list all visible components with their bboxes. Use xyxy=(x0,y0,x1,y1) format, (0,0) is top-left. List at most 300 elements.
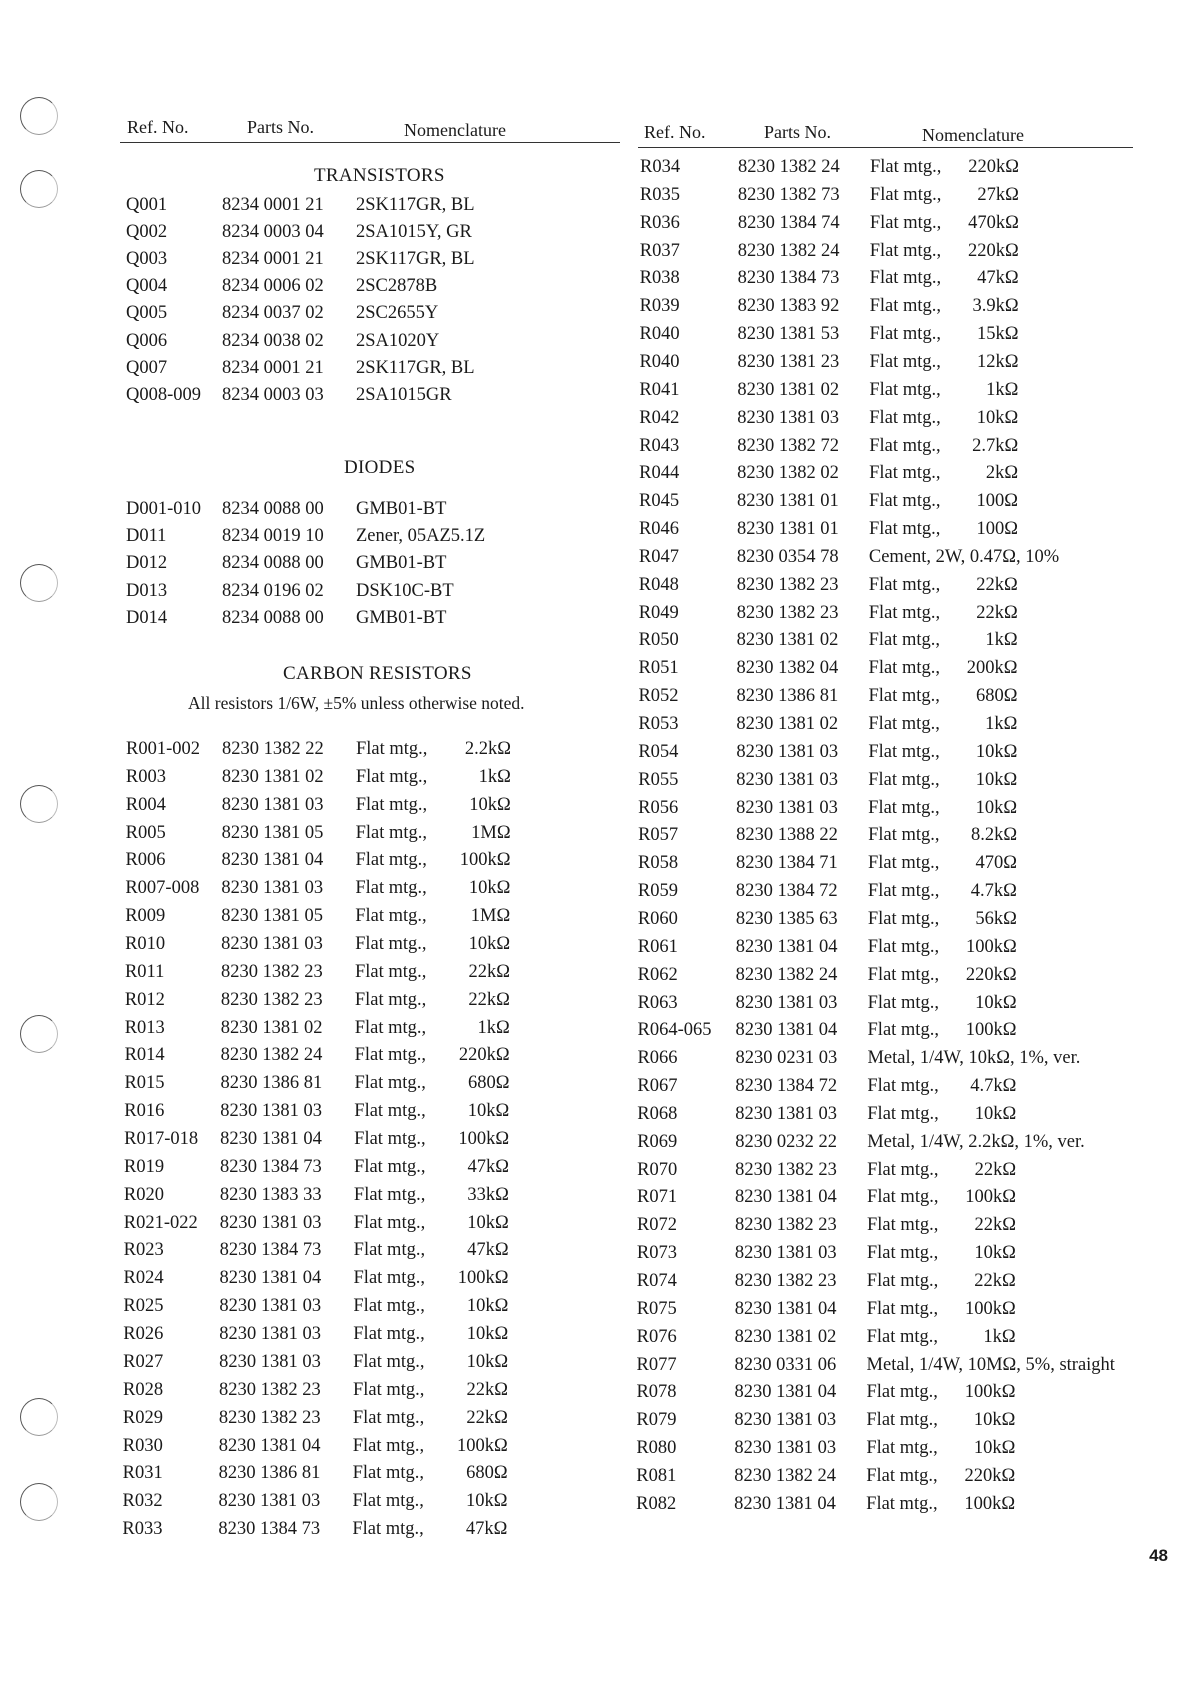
nomenclature-cell: Flat mtg., xyxy=(354,1045,426,1066)
parts-no-cell: 8230 1382 24 xyxy=(734,1465,836,1486)
table-row xyxy=(123,1463,603,1489)
value-cell: 220kΩ xyxy=(968,240,1019,261)
ref-cell: R027 xyxy=(123,1351,164,1372)
ref-cell: R071 xyxy=(637,1187,678,1208)
value-cell: 680Ω xyxy=(467,1073,510,1094)
table-row xyxy=(639,547,1139,573)
ref-cell: R023 xyxy=(123,1240,164,1261)
header-nomenclature: Nomenclature xyxy=(404,120,506,140)
ref-cell: R021-022 xyxy=(123,1212,198,1233)
parts-no-cell: 8230 1388 22 xyxy=(736,825,838,846)
parts-no-cell: 8230 1381 04 xyxy=(735,1020,838,1041)
nomenclature-cell: Flat mtg., xyxy=(869,491,941,512)
nomenclature-cell: GMB01-BT xyxy=(356,553,447,574)
table-row xyxy=(636,1382,1136,1408)
table-row xyxy=(638,909,1138,935)
value-cell: 1MΩ xyxy=(471,822,511,843)
nomenclature-cell: Flat mtg., xyxy=(355,794,428,815)
parts-no-cell: 8230 0354 78 xyxy=(736,546,839,567)
nomenclature-cell: GMB01-BT xyxy=(356,499,447,519)
ref-cell: R034 xyxy=(640,157,681,177)
parts-no-cell: 8230 1382 72 xyxy=(737,435,839,456)
value-cell: 10kΩ xyxy=(467,1212,509,1233)
value-cell: 10kΩ xyxy=(974,1243,1016,1264)
table-row xyxy=(639,658,1139,684)
value-cell: 56kΩ xyxy=(975,908,1017,929)
nomenclature-cell: 2SA1015Y, GR xyxy=(356,222,472,243)
ref-cell: R012 xyxy=(124,989,165,1010)
ref-cell: R025 xyxy=(123,1296,164,1317)
table-row xyxy=(123,1296,603,1322)
value-cell: 27kΩ xyxy=(977,184,1019,205)
table-row xyxy=(640,324,1140,350)
ref-cell: R024 xyxy=(123,1268,164,1289)
ref-cell: R068 xyxy=(637,1103,678,1124)
table-row xyxy=(638,798,1138,824)
parts-no-cell: 8234 0037 02 xyxy=(222,303,324,324)
nomenclature-cell: Flat mtg., xyxy=(352,1463,425,1484)
parts-no-cell: 8230 1381 02 xyxy=(220,1017,323,1038)
ref-cell: R019 xyxy=(124,1156,165,1177)
table-row xyxy=(638,1020,1138,1046)
table-row xyxy=(126,249,606,275)
value-cell: 10kΩ xyxy=(466,1296,509,1317)
table-row xyxy=(640,296,1140,322)
parts-no-cell: 8234 0088 00 xyxy=(222,499,324,519)
parts-no-cell: 8230 1384 73 xyxy=(219,1240,322,1261)
ref-cell: R013 xyxy=(124,1017,165,1038)
nomenclature-cell: Flat mtg., xyxy=(867,1103,939,1124)
value-cell: 100Ω xyxy=(976,519,1018,540)
ref-cell: R015 xyxy=(124,1073,165,1094)
value-cell: 200kΩ xyxy=(966,658,1018,679)
nomenclature-cell: Flat mtg., xyxy=(353,1212,426,1233)
parts-no-cell: 8234 0003 04 xyxy=(222,222,324,243)
ref-cell: R052 xyxy=(638,686,679,707)
table-row xyxy=(124,1213,604,1239)
table-row xyxy=(639,380,1139,406)
parts-no-cell: 8230 1384 72 xyxy=(735,1076,838,1097)
table-row xyxy=(639,463,1139,489)
table-row xyxy=(125,934,605,960)
table-row xyxy=(637,1271,1137,1297)
ref-cell: R057 xyxy=(638,825,679,846)
nomenclature-cell: Flat mtg., xyxy=(867,964,940,985)
ref-cell: R039 xyxy=(639,296,680,317)
ref-cell: Q004 xyxy=(126,276,168,297)
nomenclature-cell: Flat mtg., xyxy=(352,1407,425,1428)
table-row xyxy=(639,408,1139,434)
table-row xyxy=(638,881,1138,907)
ref-cell: R040 xyxy=(639,351,680,372)
ref-cell: R031 xyxy=(122,1463,163,1484)
ref-cell: R005 xyxy=(125,822,166,843)
parts-no-cell: 8230 1381 02 xyxy=(221,766,324,787)
parts-no-cell: 8230 1382 23 xyxy=(736,574,839,595)
value-cell: 100kΩ xyxy=(964,1493,1016,1514)
nomenclature-cell: Flat mtg., xyxy=(866,1493,938,1514)
ref-cell: R063 xyxy=(637,992,678,1013)
nomenclature-cell: Flat mtg., xyxy=(352,1491,424,1512)
nomenclature-cell: Flat mtg., xyxy=(868,602,941,623)
ref-cell: R028 xyxy=(123,1379,164,1400)
parts-no-cell: 8230 1386 81 xyxy=(220,1073,323,1094)
table-row xyxy=(637,1132,1137,1158)
ref-cell: R017-018 xyxy=(124,1129,199,1150)
parts-no-cell: 8234 0196 02 xyxy=(222,580,324,601)
table-row xyxy=(123,1380,603,1406)
parts-no-cell: 8230 1381 03 xyxy=(734,1438,837,1459)
value-cell: 12kΩ xyxy=(976,351,1019,372)
parts-no-cell: 8230 1382 73 xyxy=(737,184,840,205)
table-row xyxy=(124,1185,604,1211)
ref-cell: R037 xyxy=(639,240,680,261)
section-title-transistors: TRANSISTORS xyxy=(314,165,445,186)
value-cell: 22kΩ xyxy=(976,574,1018,595)
value-cell: 10kΩ xyxy=(465,1491,508,1512)
value-cell: 220kΩ xyxy=(964,1465,1016,1486)
parts-no-cell: 8230 1381 04 xyxy=(220,1129,322,1150)
parts-no-cell: 8230 1381 05 xyxy=(221,822,324,843)
table-row xyxy=(639,630,1139,656)
parts-no-cell: 8234 0006 02 xyxy=(222,276,324,297)
ref-cell: R064-065 xyxy=(637,1020,712,1041)
parts-no-cell: 8230 1381 04 xyxy=(734,1493,836,1514)
parts-no-cell: 8230 1382 24 xyxy=(737,240,840,261)
parts-no-cell: 8230 1381 53 xyxy=(737,324,840,345)
value-cell: 220kΩ xyxy=(458,1045,510,1066)
table-row xyxy=(124,1073,604,1099)
ref-cell: R036 xyxy=(639,212,680,233)
binder-hole xyxy=(20,785,58,823)
nomenclature-cell: Flat mtg., xyxy=(353,1268,425,1289)
table-row xyxy=(126,331,606,357)
nomenclature-cell: Flat mtg., xyxy=(354,989,427,1010)
ref-cell: R053 xyxy=(638,714,679,734)
ref-cell: R047 xyxy=(638,546,679,567)
parts-no-cell: 8230 1381 02 xyxy=(737,379,840,400)
parts-no-cell: 8230 1382 23 xyxy=(734,1215,837,1236)
nomenclature-cell: Flat mtg., xyxy=(870,157,942,177)
parts-no-cell: 8230 1382 02 xyxy=(737,463,839,484)
table-row xyxy=(639,352,1139,378)
parts-no-cell: 8230 1381 03 xyxy=(734,1410,837,1431)
ref-cell: R058 xyxy=(638,853,679,874)
parts-no-cell: 8230 1381 04 xyxy=(218,1435,321,1456)
nomenclature-cell: Flat mtg., xyxy=(867,1159,939,1180)
nomenclature-cell: DSK10C-BT xyxy=(356,580,454,601)
value-cell: 2kΩ xyxy=(985,463,1019,484)
ref-cell: R074 xyxy=(636,1271,677,1291)
nomenclature-cell: Flat mtg., xyxy=(352,1519,424,1540)
value-cell: 4.7kΩ xyxy=(970,1076,1017,1097)
table-row xyxy=(126,222,606,248)
ref-cell: R077 xyxy=(636,1354,677,1375)
parts-no-cell: 8230 1381 04 xyxy=(735,1187,837,1208)
value-cell: 2.2kΩ xyxy=(464,739,511,759)
value-cell: 10kΩ xyxy=(469,794,511,815)
parts-no-cell: 8230 1382 24 xyxy=(735,964,838,985)
parts-no-cell: 8230 1381 03 xyxy=(221,878,324,899)
ref-cell: R059 xyxy=(637,881,678,902)
parts-no-cell: 8230 1381 03 xyxy=(219,1351,321,1372)
nomenclature-cell: Flat mtg., xyxy=(869,296,942,317)
nomenclature-cell: 2SC2655Y xyxy=(356,303,439,324)
nomenclature-cell: Flat mtg., xyxy=(353,1184,426,1205)
nomenclature-cell: Flat mtg., xyxy=(867,908,940,929)
table-row xyxy=(639,603,1139,629)
parts-no-cell: 8230 1381 01 xyxy=(737,491,839,512)
parts-no-cell: 8230 1381 04 xyxy=(221,850,324,871)
parts-no-cell: 8230 1381 03 xyxy=(735,1103,838,1124)
nomenclature-cell: Flat mtg., xyxy=(869,268,942,289)
value-cell: 22kΩ xyxy=(468,961,510,982)
parts-no-cell: 8230 1381 23 xyxy=(737,351,840,372)
nomenclature-cell: Flat mtg., xyxy=(868,686,940,707)
section-title-carbon-resistors: CARBON RESISTORS xyxy=(283,663,472,684)
table-row xyxy=(636,1466,1136,1492)
parts-no-cell: 8230 1381 03 xyxy=(219,1296,322,1317)
value-cell: 100kΩ xyxy=(965,1020,1017,1041)
binder-hole xyxy=(20,97,58,135)
ref-cell: R066 xyxy=(637,1048,678,1069)
value-cell: 10kΩ xyxy=(973,1438,1016,1459)
value-cell: 47kΩ xyxy=(467,1156,510,1177)
nomenclature-cell: 2SK117GR, BL xyxy=(356,357,475,378)
ref-cell: R054 xyxy=(638,741,679,762)
section-title-diodes: DIODES xyxy=(344,457,416,478)
table-row xyxy=(125,850,605,876)
value-cell: 1kΩ xyxy=(985,630,1018,651)
nomenclature-cell: Flat mtg., xyxy=(354,1017,427,1038)
table-row xyxy=(639,519,1139,545)
ref-cell: Q002 xyxy=(126,222,168,243)
value-cell: 15kΩ xyxy=(977,324,1019,345)
table-row xyxy=(125,1045,605,1071)
parts-no-cell: 8230 1381 04 xyxy=(734,1298,837,1319)
table-row xyxy=(639,575,1139,601)
nomenclature-cell: Flat mtg., xyxy=(866,1438,938,1459)
table-row xyxy=(126,795,606,821)
value-cell: 100kΩ xyxy=(966,936,1017,957)
nomenclature-cell: Metal, 1/4W, 2.2kΩ, 1%, ver. xyxy=(867,1131,1085,1152)
nomenclature-cell: Flat mtg., xyxy=(354,1156,426,1177)
parts-no-cell: 8230 1384 72 xyxy=(735,881,838,902)
value-cell: 47kΩ xyxy=(465,1519,508,1540)
value-cell: 10kΩ xyxy=(466,1351,509,1372)
ref-cell: D013 xyxy=(126,580,168,601)
table-row xyxy=(638,714,1138,740)
ref-cell: R006 xyxy=(125,850,166,871)
value-cell: 680Ω xyxy=(466,1463,508,1484)
nomenclature-cell: Zener, 05AZ5.1Z xyxy=(356,526,486,547)
nomenclature-cell: Flat mtg., xyxy=(866,1326,939,1347)
parts-no-cell: 8230 1382 22 xyxy=(222,739,324,759)
table-row xyxy=(126,385,606,411)
nomenclature-cell: Flat mtg., xyxy=(868,658,940,679)
ref-cell: R060 xyxy=(637,908,678,929)
parts-no-cell: 8234 0088 00 xyxy=(222,607,324,628)
ref-cell: R079 xyxy=(636,1410,677,1431)
parts-no-cell: 8230 1381 03 xyxy=(218,1491,321,1512)
table-row xyxy=(125,906,605,932)
value-cell: 22kΩ xyxy=(974,1215,1016,1236)
parts-no-cell: 8230 1381 02 xyxy=(734,1326,837,1347)
binder-hole xyxy=(20,170,58,208)
value-cell: 33kΩ xyxy=(467,1184,509,1205)
parts-no-cell: 8234 0001 21 xyxy=(222,195,324,215)
value-cell: 100kΩ xyxy=(965,1187,1017,1208)
header-rule xyxy=(120,142,620,143)
table-row xyxy=(125,1018,605,1044)
nomenclature-cell: Flat mtg., xyxy=(866,1243,939,1264)
ref-cell: R076 xyxy=(636,1326,677,1347)
nomenclature-cell: Flat mtg., xyxy=(866,1298,939,1319)
ref-cell: Q006 xyxy=(126,330,168,351)
parts-no-cell: 8230 1381 03 xyxy=(736,769,838,790)
parts-no-cell: 8230 1384 73 xyxy=(737,268,840,289)
table-row xyxy=(124,1157,604,1183)
parts-no-cell: 8230 1381 01 xyxy=(736,519,839,540)
parts-no-cell: 8230 1381 03 xyxy=(735,992,838,1013)
page-number: 48 xyxy=(1149,1546,1168,1565)
table-row xyxy=(640,213,1140,239)
table-row xyxy=(126,767,606,793)
ref-cell: R016 xyxy=(124,1101,165,1122)
table-row xyxy=(640,157,1140,183)
table-row xyxy=(123,1352,603,1378)
nomenclature-cell: Metal, 1/4W, 10kΩ, 1%, ver. xyxy=(867,1048,1081,1069)
nomenclature-cell: Cement, 2W, 0.47Ω, 10% xyxy=(868,546,1060,567)
parts-no-cell: 8230 1381 04 xyxy=(735,936,838,957)
ref-cell: Q003 xyxy=(126,249,168,270)
ref-cell: R042 xyxy=(639,407,680,428)
parts-no-cell: 8230 1381 03 xyxy=(219,1324,322,1345)
ref-cell: R048 xyxy=(638,574,679,595)
ref-cell: R069 xyxy=(637,1131,678,1152)
ref-cell: R029 xyxy=(122,1407,163,1428)
value-cell: 3.9kΩ xyxy=(972,296,1019,317)
ref-cell: R075 xyxy=(636,1298,677,1319)
value-cell: 22kΩ xyxy=(468,989,510,1010)
nomenclature-cell: Flat mtg., xyxy=(869,407,941,428)
value-cell: 22kΩ xyxy=(974,1159,1017,1180)
parts-no-cell: 8230 1381 03 xyxy=(734,1243,837,1264)
binder-hole xyxy=(20,564,58,602)
value-cell: 10kΩ xyxy=(973,1410,1016,1431)
ref-cell: R043 xyxy=(639,435,680,456)
ref-cell: R032 xyxy=(122,1491,163,1512)
ref-cell: R040 xyxy=(639,324,680,345)
resistors-note: All resistors 1/6W, ±5% unless otherwise noted. xyxy=(188,693,525,713)
value-cell: 100Ω xyxy=(976,491,1019,512)
parts-no-cell: 8230 0232 22 xyxy=(735,1131,837,1152)
parts-no-cell: 8230 1381 03 xyxy=(221,794,324,815)
parts-no-cell: 8230 1384 74 xyxy=(737,212,840,233)
value-cell: 100kΩ xyxy=(459,850,511,871)
table-row xyxy=(126,276,606,302)
parts-no-cell: 8230 1382 23 xyxy=(219,1379,321,1400)
parts-no-cell: 8234 0038 02 xyxy=(222,330,324,351)
nomenclature-cell: Flat mtg., xyxy=(868,853,940,874)
nomenclature-cell: Flat mtg., xyxy=(869,463,941,484)
nomenclature-cell: Flat mtg., xyxy=(867,881,940,902)
value-cell: 22kΩ xyxy=(976,602,1018,623)
parts-no-cell: 8230 1382 23 xyxy=(736,602,839,623)
parts-no-cell: 8230 1384 73 xyxy=(220,1156,322,1177)
ref-cell: R033 xyxy=(122,1519,163,1540)
nomenclature-cell: Flat mtg., xyxy=(866,1382,938,1403)
parts-no-cell: 8230 1381 05 xyxy=(221,906,323,927)
value-cell: 220kΩ xyxy=(965,964,1017,985)
value-cell: 10kΩ xyxy=(975,797,1018,818)
ref-cell: R030 xyxy=(122,1435,163,1456)
nomenclature-cell: Flat mtg., xyxy=(869,324,941,345)
nomenclature-cell: Flat mtg., xyxy=(355,878,427,899)
nomenclature-cell: GMB01-BT xyxy=(356,607,447,628)
parts-no-cell: 8230 1382 23 xyxy=(734,1271,837,1291)
nomenclature-cell: Flat mtg., xyxy=(869,435,941,456)
ref-cell: R067 xyxy=(637,1076,678,1097)
table-row xyxy=(125,878,605,904)
parts-no-cell: 8234 0001 21 xyxy=(222,357,324,378)
table-row xyxy=(125,990,605,1016)
parts-no-cell: 8230 1382 24 xyxy=(220,1045,323,1066)
table-row xyxy=(123,1436,603,1462)
table-row xyxy=(124,1240,604,1266)
parts-no-cell: 8230 1385 63 xyxy=(735,908,838,929)
ref-cell: R044 xyxy=(639,463,680,484)
parts-no-cell: 8230 0331 06 xyxy=(734,1354,837,1375)
table-row xyxy=(126,499,606,525)
nomenclature-cell: Flat mtg., xyxy=(355,822,428,843)
value-cell: 680Ω xyxy=(975,686,1018,707)
value-cell: 10kΩ xyxy=(468,934,511,955)
value-cell: 10kΩ xyxy=(467,1101,510,1122)
ref-cell: Q007 xyxy=(126,357,168,378)
table-row xyxy=(126,553,606,579)
nomenclature-cell: Flat mtg., xyxy=(353,1240,426,1261)
parts-no-cell: 8230 1382 23 xyxy=(220,961,323,982)
parts-no-cell: 8230 1384 71 xyxy=(736,853,838,874)
binder-hole xyxy=(20,1015,58,1053)
ref-cell: R009 xyxy=(125,906,166,927)
value-cell: 10kΩ xyxy=(974,1103,1017,1124)
table-row xyxy=(637,1355,1137,1381)
ref-cell: R072 xyxy=(636,1215,678,1236)
nomenclature-cell: Flat mtg., xyxy=(868,630,941,651)
table-row xyxy=(638,937,1138,963)
ref-cell: D014 xyxy=(126,607,168,628)
nomenclature-cell: Flat mtg., xyxy=(869,351,941,372)
parts-no-cell: 8234 0003 03 xyxy=(222,384,324,405)
value-cell: 100kΩ xyxy=(457,1435,508,1456)
ref-cell: R011 xyxy=(124,961,165,982)
binder-hole xyxy=(20,1398,58,1436)
table-row xyxy=(638,965,1138,991)
parts-no-cell: 8230 1382 23 xyxy=(220,989,323,1010)
table-row xyxy=(636,1438,1136,1464)
value-cell: 10kΩ xyxy=(466,1324,509,1345)
ref-cell: R010 xyxy=(125,934,166,955)
table-row xyxy=(640,268,1140,294)
parts-no-cell: 8230 1381 02 xyxy=(736,630,839,651)
ref-cell: R020 xyxy=(123,1184,164,1205)
nomenclature-cell: Flat mtg., xyxy=(868,769,940,790)
nomenclature-cell: Flat mtg., xyxy=(867,1187,939,1208)
nomenclature-cell: Flat mtg., xyxy=(353,1296,425,1317)
table-row xyxy=(639,491,1139,517)
